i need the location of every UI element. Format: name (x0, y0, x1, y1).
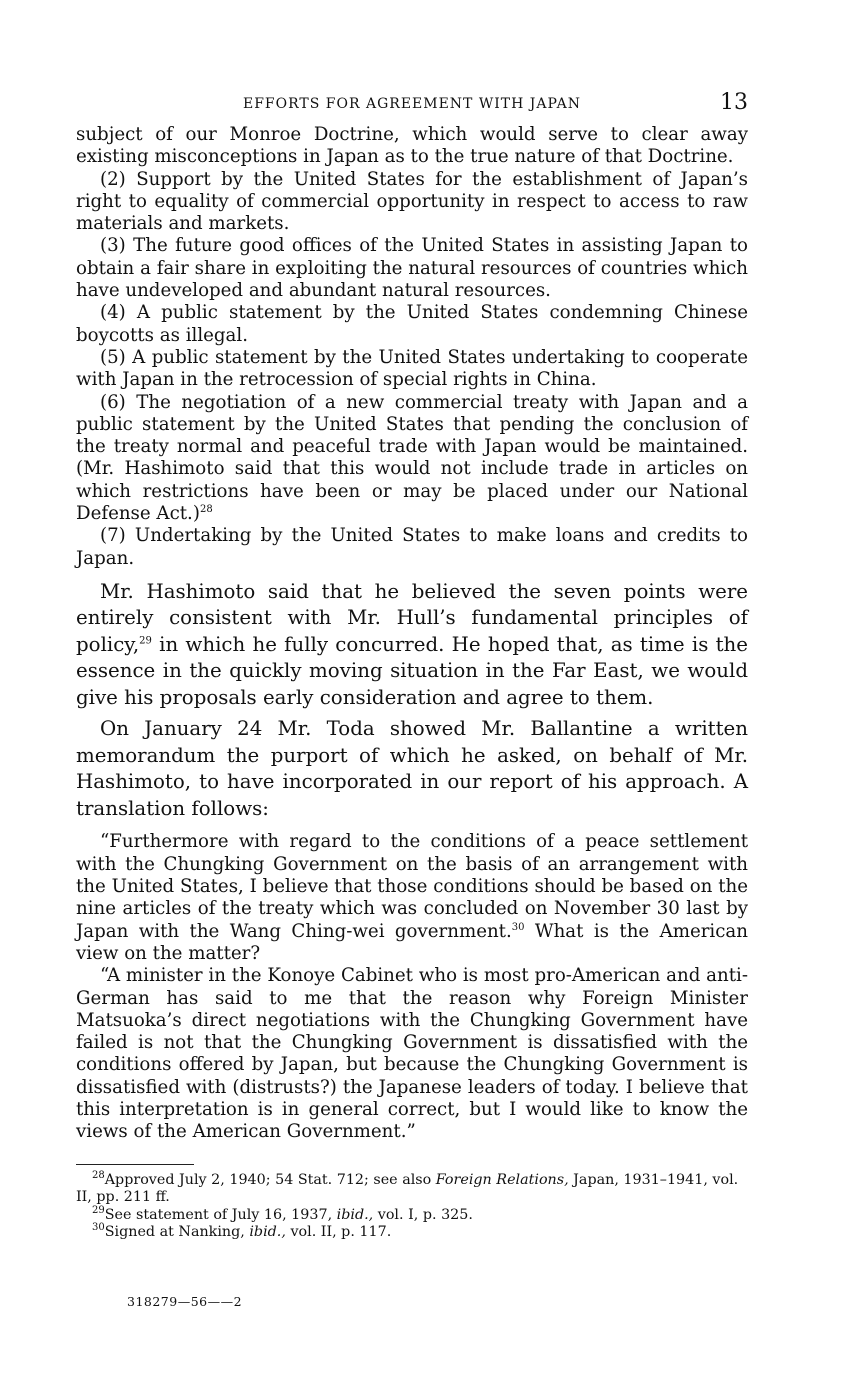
body-paragraph-2: On January 24 Mr. Toda showed Mr. Ballantine a written memorandum the purport of which he asked, on behalf of Mr. Hashimoto, to have incorporated in our report of his approach. A translation follows: (76, 717, 748, 820)
point-3: (3) The future good offices of the United States in assisting Japan to obtain a fair share in exploiting the natural resources of countries which have undeveloped and abundant natural resources. (76, 235, 748, 302)
body-paragraph-1-a: Mr. Hashimoto said that he believed the seven points were entirely consistent with Mr. Hull’s fundamental principles of policy, (76, 579, 748, 656)
point-6-text: (6) The negotiation of a new commercial treaty with Japan and a public statement by the United States that pending the conclusion of the treaty normal and peaceful trade with Japan would be maintained. (Mr. Hashimoto said that this would not include trade in articles on which restrictions have been or may be placed under our National Defense Act.) (76, 391, 748, 525)
point-5: (5) A public statement by the United States undertaking to cooperate with Japan in the retrocession of special rights in China. (76, 346, 748, 391)
running-title: EFFORTS FOR AGREEMENT WITH JAPAN (243, 96, 581, 112)
page-number: 13 (720, 90, 748, 115)
footnote-ref-28: 28 (199, 503, 213, 515)
enumerated-points (76, 124, 748, 570)
footnote-number: 28 (92, 1169, 105, 1181)
footnote-number: 30 (92, 1222, 105, 1234)
printer-signature: 318279—56——2 (127, 1294, 243, 1309)
page (76, 90, 748, 1242)
footnote-30: $^{30}$Signed at Nanking, ibid., vol. II, p. 117. (92, 1222, 392, 1241)
quote-paragraph-1-b: What is the American view on the matter? (76, 920, 748, 964)
footnote-rule (76, 1164, 194, 1165)
footnote-28: $^{28}$Approved July 2, 1940; 54 Stat. 712; see also Foreign Relations, Japan, 1931–1941, vol. II, pp. 211 ff. (76, 1169, 739, 1206)
point-4: (4) A public statement by the United States condemning Chinese boycotts as illegal. (76, 302, 748, 346)
footnote-number: 29 (92, 1204, 105, 1216)
point-2: (2) Support by the United States for the establishment of Japan’s right to equality of commercial opportunity in respect to access to raw materials and markets. (76, 168, 748, 235)
quote-paragraph-2: “A minister in the Konoye Cabinet who is most pro-American and anti-German has said to me that the reason why Foreign Minister Matsuoka’s direct negotiations with the Chungking Government have failed is not that the Chungking Government is dissatisfied with the conditions offered by Japan, but because the Chungking Government is dissatisfied with (distrusts?) the Japanese leaders of today. I believe that this interpretation is in general correct, but I would like to know the views of the American Government.” (76, 965, 748, 1143)
footnote-29: $^{29}$See statement of July 16, 1937, ibid., vol. I, p. 325. (92, 1204, 473, 1223)
footnote-ref-29: 29 (139, 635, 152, 647)
point-7: (7) Undertaking by the United States to make loans and credits to Japan. (76, 525, 748, 569)
quote-paragraph-1-a: “Furthermore with regard to the conditions of a peace settlement with the Chungking Government on the basis of an arrangement with the United States, I believe that those conditions should be based on the nine articles of the treaty which was concluded on November 30 last by Japan with the Wang Ching-wei government. (76, 831, 748, 942)
body-text (76, 579, 748, 823)
body-paragraph-1-b: in which he fully concurred. He hoped that, as time is the essence in the quickly moving situation in the Far East, we would give his proposals early consideration and agree to them. (76, 632, 748, 709)
continuation-paragraph: subject of our Monroe Doctrine, which would serve to clear away existing misconceptions in Japan as to the true nature of that Doctrine. (76, 124, 748, 168)
running-head (76, 90, 748, 124)
body-paragraph-1 (76, 579, 748, 712)
quote-paragraph-1 (76, 831, 748, 965)
footnote-ref-30: 30 (511, 921, 525, 933)
translation-quote (76, 831, 748, 1143)
footnotes (76, 1169, 748, 1242)
point-6 (76, 392, 748, 526)
